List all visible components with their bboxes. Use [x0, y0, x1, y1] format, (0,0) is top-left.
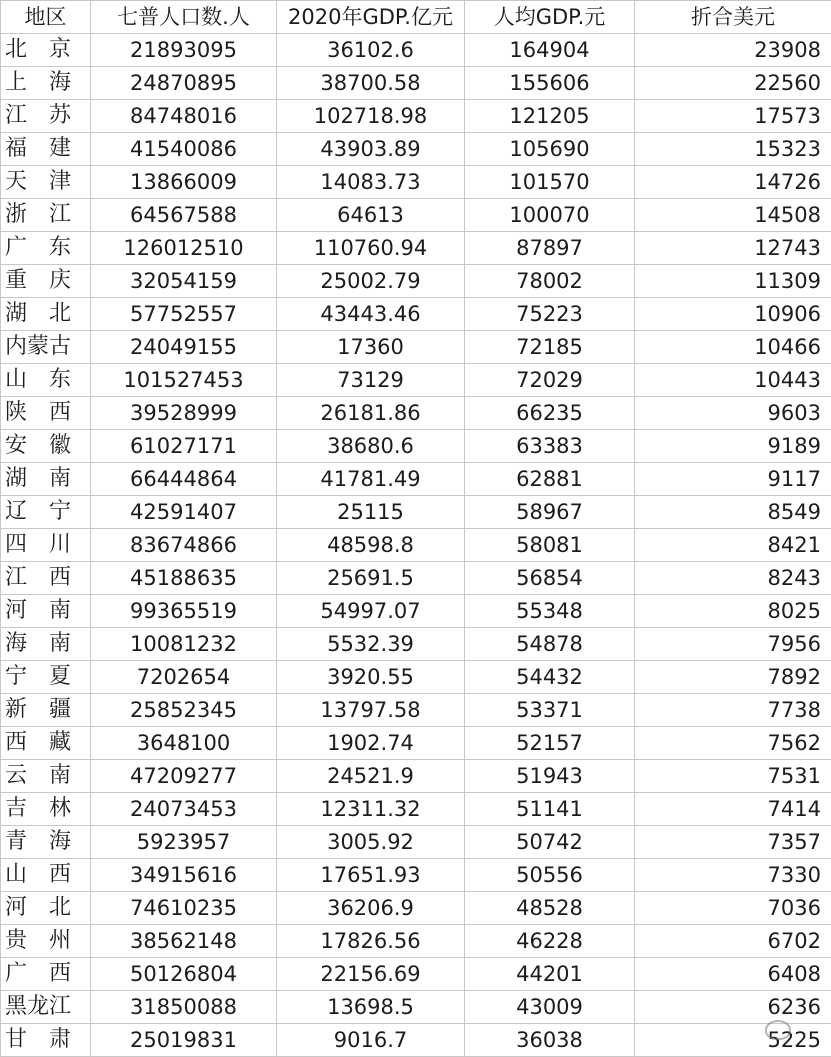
cell-gdp-per-capita: 78002	[465, 265, 635, 298]
cell-population: 39528999	[91, 397, 277, 430]
cell-population: 47209277	[91, 760, 277, 793]
cell-region: 山 东	[1, 364, 91, 397]
cell-gdp: 38680.6	[277, 430, 465, 463]
cell-population: 25852345	[91, 694, 277, 727]
cell-usd: 7956	[635, 628, 831, 661]
cell-gdp-per-capita: 72185	[465, 331, 635, 364]
cell-gdp-per-capita: 51943	[465, 760, 635, 793]
cell-gdp: 36102.6	[277, 34, 465, 67]
cell-population: 64567588	[91, 199, 277, 232]
header-gdp: 2020年GDP.亿元	[277, 1, 465, 34]
table-row	[1, 265, 831, 298]
table-row	[1, 298, 831, 331]
cell-region: 四 川	[1, 529, 91, 562]
cell-population: 42591407	[91, 496, 277, 529]
cell-gdp-per-capita: 52157	[465, 727, 635, 760]
cell-gdp: 5532.39	[277, 628, 465, 661]
cell-population: 61027171	[91, 430, 277, 463]
cell-usd: 11309	[635, 265, 831, 298]
table-row	[1, 925, 831, 958]
cell-usd: 5225	[635, 1024, 831, 1057]
cell-region: 福 建	[1, 133, 91, 166]
cell-region: 安 徽	[1, 430, 91, 463]
table-row	[1, 826, 831, 859]
cell-population: 66444864	[91, 463, 277, 496]
cell-usd: 6408	[635, 958, 831, 991]
cell-gdp-per-capita: 36038	[465, 1024, 635, 1057]
cell-region: 山 西	[1, 859, 91, 892]
cell-region: 重 庆	[1, 265, 91, 298]
cell-gdp-per-capita: 44201	[465, 958, 635, 991]
cell-region: 青 海	[1, 826, 91, 859]
cell-usd: 10906	[635, 298, 831, 331]
cell-population: 25019831	[91, 1024, 277, 1057]
cell-population: 126012510	[91, 232, 277, 265]
cell-usd: 6236	[635, 991, 831, 1024]
cell-gdp: 102718.98	[277, 100, 465, 133]
cell-gdp: 43903.89	[277, 133, 465, 166]
cell-population: 24049155	[91, 331, 277, 364]
table-row	[1, 1024, 831, 1057]
table-row	[1, 793, 831, 826]
cell-gdp-per-capita: 155606	[465, 67, 635, 100]
cell-region: 海 南	[1, 628, 91, 661]
cell-region: 江 苏	[1, 100, 91, 133]
cell-region: 河 北	[1, 892, 91, 925]
cell-population: 31850088	[91, 991, 277, 1024]
table-row	[1, 661, 831, 694]
cell-gdp-per-capita: 46228	[465, 925, 635, 958]
cell-gdp-per-capita: 51141	[465, 793, 635, 826]
table-row	[1, 430, 831, 463]
cell-gdp-per-capita: 58081	[465, 529, 635, 562]
cell-gdp-per-capita: 87897	[465, 232, 635, 265]
cell-population: 99365519	[91, 595, 277, 628]
cell-usd: 12743	[635, 232, 831, 265]
cell-region: 西 藏	[1, 727, 91, 760]
header-usd: 折合美元	[635, 1, 831, 34]
cell-region: 河 南	[1, 595, 91, 628]
cell-gdp: 41781.49	[277, 463, 465, 496]
table-row	[1, 199, 831, 232]
cell-gdp: 13698.5	[277, 991, 465, 1024]
cell-population: 45188635	[91, 562, 277, 595]
cell-usd: 9189	[635, 430, 831, 463]
cell-gdp-per-capita: 72029	[465, 364, 635, 397]
cell-gdp: 17360	[277, 331, 465, 364]
cell-usd: 14726	[635, 166, 831, 199]
cell-gdp: 25115	[277, 496, 465, 529]
table-row	[1, 364, 831, 397]
cell-gdp-per-capita: 50742	[465, 826, 635, 859]
cell-gdp-per-capita: 164904	[465, 34, 635, 67]
table-row	[1, 133, 831, 166]
cell-population: 101527453	[91, 364, 277, 397]
cell-region: 宁 夏	[1, 661, 91, 694]
cell-usd: 15323	[635, 133, 831, 166]
table-row	[1, 859, 831, 892]
cell-population: 24073453	[91, 793, 277, 826]
cell-population: 21893095	[91, 34, 277, 67]
cell-gdp-per-capita: 50556	[465, 859, 635, 892]
cell-usd: 7562	[635, 727, 831, 760]
cell-population: 5923957	[91, 826, 277, 859]
cell-gdp: 17651.93	[277, 859, 465, 892]
cell-gdp: 25002.79	[277, 265, 465, 298]
cell-region: 北 京	[1, 34, 91, 67]
watermark	[765, 1020, 791, 1040]
cell-population: 84748016	[91, 100, 277, 133]
cell-region: 云 南	[1, 760, 91, 793]
cell-gdp: 17826.56	[277, 925, 465, 958]
cell-gdp: 3920.55	[277, 661, 465, 694]
cell-usd: 8243	[635, 562, 831, 595]
cell-region: 贵 州	[1, 925, 91, 958]
cell-gdp: 110760.94	[277, 232, 465, 265]
table-row	[1, 331, 831, 364]
cell-region: 广 西	[1, 958, 91, 991]
cell-usd: 9117	[635, 463, 831, 496]
cell-gdp: 12311.32	[277, 793, 465, 826]
cell-usd: 22560	[635, 67, 831, 100]
table-row	[1, 529, 831, 562]
cell-gdp-per-capita: 66235	[465, 397, 635, 430]
cell-usd: 9603	[635, 397, 831, 430]
cell-usd: 6702	[635, 925, 831, 958]
cell-region: 浙 江	[1, 199, 91, 232]
cell-population: 34915616	[91, 859, 277, 892]
cell-gdp: 24521.9	[277, 760, 465, 793]
header-population: 七普人口数.人	[91, 1, 277, 34]
cell-usd: 8025	[635, 595, 831, 628]
header-region: 地区	[1, 1, 91, 34]
cell-gdp-per-capita: 48528	[465, 892, 635, 925]
cell-gdp-per-capita: 56854	[465, 562, 635, 595]
cell-gdp-per-capita: 105690	[465, 133, 635, 166]
cell-region: 江 西	[1, 562, 91, 595]
cell-region: 内蒙古	[1, 331, 91, 364]
cell-population: 32054159	[91, 265, 277, 298]
cell-gdp: 1902.74	[277, 727, 465, 760]
table-row	[1, 694, 831, 727]
cell-gdp: 54997.07	[277, 595, 465, 628]
cell-usd: 7330	[635, 859, 831, 892]
cell-gdp: 48598.8	[277, 529, 465, 562]
table-row	[1, 397, 831, 430]
cell-population: 3648100	[91, 727, 277, 760]
cell-region: 湖 南	[1, 463, 91, 496]
cell-gdp-per-capita: 54432	[465, 661, 635, 694]
header-row	[1, 1, 831, 34]
cell-usd: 17573	[635, 100, 831, 133]
cell-region: 陕 西	[1, 397, 91, 430]
header-gdp-per-capita: 人均GDP.元	[465, 1, 635, 34]
cell-gdp-per-capita: 53371	[465, 694, 635, 727]
table-row	[1, 628, 831, 661]
cell-gdp: 26181.86	[277, 397, 465, 430]
cell-gdp-per-capita: 62881	[465, 463, 635, 496]
cell-population: 57752557	[91, 298, 277, 331]
cell-gdp: 43443.46	[277, 298, 465, 331]
cell-region: 辽 宁	[1, 496, 91, 529]
cell-region: 甘 肃	[1, 1024, 91, 1057]
table-row	[1, 34, 831, 67]
cell-gdp-per-capita: 55348	[465, 595, 635, 628]
cell-usd: 10443	[635, 364, 831, 397]
cell-usd: 7036	[635, 892, 831, 925]
cell-usd: 14508	[635, 199, 831, 232]
cell-region: 吉 林	[1, 793, 91, 826]
table-row	[1, 595, 831, 628]
cell-population: 10081232	[91, 628, 277, 661]
cell-gdp: 22156.69	[277, 958, 465, 991]
table-row	[1, 67, 831, 100]
cell-gdp-per-capita: 75223	[465, 298, 635, 331]
table-row	[1, 463, 831, 496]
table-row	[1, 892, 831, 925]
cell-gdp: 36206.9	[277, 892, 465, 925]
cell-region: 广 东	[1, 232, 91, 265]
cell-gdp: 13797.58	[277, 694, 465, 727]
cell-usd: 10466	[635, 331, 831, 364]
cell-region: 上 海	[1, 67, 91, 100]
cell-usd: 7738	[635, 694, 831, 727]
cell-usd: 8549	[635, 496, 831, 529]
cell-gdp-per-capita: 43009	[465, 991, 635, 1024]
table-row	[1, 496, 831, 529]
cell-gdp-per-capita: 100070	[465, 199, 635, 232]
weibo-icon	[765, 1020, 791, 1040]
cell-population: 74610235	[91, 892, 277, 925]
cell-region: 湖 北	[1, 298, 91, 331]
cell-population: 83674866	[91, 529, 277, 562]
table-row	[1, 727, 831, 760]
cell-gdp: 3005.92	[277, 826, 465, 859]
cell-gdp-per-capita: 121205	[465, 100, 635, 133]
cell-gdp-per-capita: 63383	[465, 430, 635, 463]
cell-region: 天 津	[1, 166, 91, 199]
table-row	[1, 958, 831, 991]
cell-gdp: 14083.73	[277, 166, 465, 199]
cell-population: 41540086	[91, 133, 277, 166]
cell-usd: 7357	[635, 826, 831, 859]
cell-population: 7202654	[91, 661, 277, 694]
table-row	[1, 991, 831, 1024]
table-row	[1, 100, 831, 133]
cell-gdp: 25691.5	[277, 562, 465, 595]
table-row	[1, 562, 831, 595]
cell-region: 新 疆	[1, 694, 91, 727]
cell-gdp: 38700.58	[277, 67, 465, 100]
cell-gdp-per-capita: 54878	[465, 628, 635, 661]
cell-usd: 7531	[635, 760, 831, 793]
cell-population: 50126804	[91, 958, 277, 991]
cell-gdp: 64613	[277, 199, 465, 232]
cell-gdp-per-capita: 58967	[465, 496, 635, 529]
cell-population: 24870895	[91, 67, 277, 100]
cell-usd: 7892	[635, 661, 831, 694]
cell-gdp: 9016.7	[277, 1024, 465, 1057]
cell-usd: 8421	[635, 529, 831, 562]
cell-population: 38562148	[91, 925, 277, 958]
cell-population: 13866009	[91, 166, 277, 199]
cell-usd: 23908	[635, 34, 831, 67]
table-row	[1, 232, 831, 265]
cell-usd: 7414	[635, 793, 831, 826]
table-body	[1, 34, 831, 1057]
table-row	[1, 166, 831, 199]
table-row	[1, 760, 831, 793]
cell-gdp: 73129	[277, 364, 465, 397]
cell-region: 黑龙江	[1, 991, 91, 1024]
cell-gdp-per-capita: 101570	[465, 166, 635, 199]
